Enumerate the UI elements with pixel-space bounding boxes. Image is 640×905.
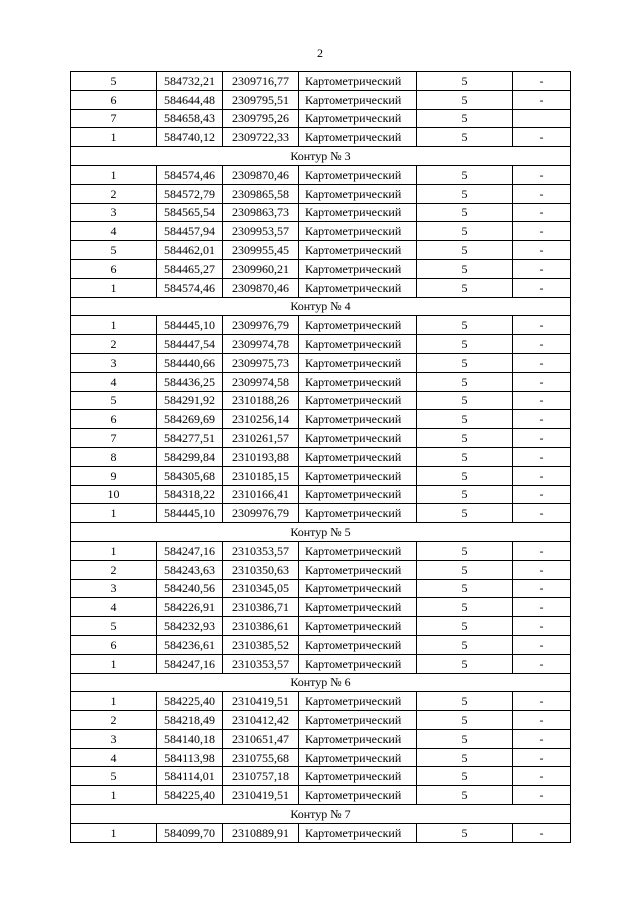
x-coordinate-cell: 584240,56 [157,579,223,598]
point-number-cell: 4 [71,372,157,391]
point-number-cell: 4 [71,748,157,767]
description-cell: - [513,316,571,335]
table-row [71,222,571,241]
description-cell: - [513,560,571,579]
x-coordinate-cell: 584574,46 [157,165,223,184]
accuracy-cell: 5 [417,598,513,617]
description-cell: - [513,767,571,786]
table-row [71,447,571,466]
x-coordinate-cell: 584243,63 [157,560,223,579]
y-coordinate-cell: 2309976,79 [223,504,299,523]
x-coordinate-cell: 584740,12 [157,128,223,147]
x-coordinate-cell: 584465,27 [157,259,223,278]
y-coordinate-cell: 2310353,57 [223,541,299,560]
contour-header-row [71,523,571,542]
method-cell: Картометрический [299,429,417,448]
x-coordinate-cell: 584644,48 [157,90,223,109]
description-cell: - [513,654,571,673]
method-cell: Картометрический [299,654,417,673]
accuracy-cell: 5 [417,72,513,91]
x-coordinate-cell: 584462,01 [157,241,223,260]
x-coordinate-cell: 584572,79 [157,184,223,203]
point-number-cell: 2 [71,711,157,730]
table-row [71,391,571,410]
description-cell: - [513,504,571,523]
description-cell: - [513,241,571,260]
method-cell: Картометрический [299,222,417,241]
point-number-cell: 3 [71,729,157,748]
method-cell: Картометрический [299,711,417,730]
description-cell: - [513,748,571,767]
accuracy-cell: 5 [417,241,513,260]
method-cell: Картометрический [299,109,417,128]
y-coordinate-cell: 2310386,61 [223,617,299,636]
point-number-cell: 4 [71,598,157,617]
accuracy-cell: 5 [417,823,513,842]
x-coordinate-cell: 584445,10 [157,316,223,335]
table-row [71,767,571,786]
description-cell: - [513,259,571,278]
point-number-cell: 6 [71,410,157,429]
x-coordinate-cell: 584658,43 [157,109,223,128]
description-cell: - [513,165,571,184]
x-coordinate-cell: 584236,61 [157,635,223,654]
method-cell: Картометрический [299,353,417,372]
accuracy-cell: 5 [417,259,513,278]
description-cell: - [513,635,571,654]
description-cell: - [513,711,571,730]
description-cell: - [513,391,571,410]
description-cell: - [513,335,571,354]
description-cell: - [513,617,571,636]
accuracy-cell: 5 [417,184,513,203]
point-number-cell: 2 [71,335,157,354]
description-cell: - [513,823,571,842]
x-coordinate-cell: 584574,46 [157,278,223,297]
accuracy-cell: 5 [417,617,513,636]
table-row [71,165,571,184]
point-number-cell: 5 [71,617,157,636]
table-row [71,485,571,504]
y-coordinate-cell: 2309870,46 [223,165,299,184]
x-coordinate-cell: 584226,91 [157,598,223,617]
contour-label: Контур № 7 [71,805,571,824]
y-coordinate-cell: 2309722,33 [223,128,299,147]
description-cell: - [513,203,571,222]
y-coordinate-cell: 2310419,51 [223,692,299,711]
table-row [71,617,571,636]
x-coordinate-cell: 584225,40 [157,786,223,805]
accuracy-cell: 5 [417,692,513,711]
method-cell: Картометрический [299,372,417,391]
point-number-cell: 1 [71,654,157,673]
point-number-cell: 1 [71,786,157,805]
method-cell: Картометрический [299,278,417,297]
table-row [71,203,571,222]
table-row [71,429,571,448]
x-coordinate-cell: 584440,66 [157,353,223,372]
method-cell: Картометрический [299,391,417,410]
accuracy-cell: 5 [417,748,513,767]
accuracy-cell: 5 [417,203,513,222]
method-cell: Картометрический [299,90,417,109]
table-row [71,654,571,673]
description-cell: - [513,579,571,598]
y-coordinate-cell: 2309976,79 [223,316,299,335]
point-number-cell: 1 [71,128,157,147]
method-cell: Картометрический [299,335,417,354]
point-number-cell: 5 [71,767,157,786]
point-number-cell: 1 [71,278,157,297]
y-coordinate-cell: 2309960,21 [223,259,299,278]
accuracy-cell: 5 [417,729,513,748]
y-coordinate-cell: 2310651,47 [223,729,299,748]
contour-header-row [71,673,571,692]
method-cell: Картометрический [299,767,417,786]
coordinates-table [70,71,571,843]
y-coordinate-cell: 2309716,77 [223,72,299,91]
point-number-cell: 1 [71,823,157,842]
x-coordinate-cell: 584225,40 [157,692,223,711]
table-row [71,466,571,485]
x-coordinate-cell: 584318,22 [157,485,223,504]
description-cell: - [513,598,571,617]
y-coordinate-cell: 2310188,26 [223,391,299,410]
contour-header-row [71,805,571,824]
contour-label: Контур № 6 [71,673,571,692]
x-coordinate-cell: 584269,69 [157,410,223,429]
contour-label: Контур № 4 [71,297,571,316]
x-coordinate-cell: 584218,49 [157,711,223,730]
point-number-cell: 5 [71,241,157,260]
point-number-cell: 1 [71,541,157,560]
x-coordinate-cell: 584247,16 [157,654,223,673]
y-coordinate-cell: 2310193,88 [223,447,299,466]
y-coordinate-cell: 2310350,63 [223,560,299,579]
method-cell: Картометрический [299,184,417,203]
method-cell: Картометрический [299,823,417,842]
coordinates-table-body [71,72,571,843]
description-cell: - [513,278,571,297]
method-cell: Картометрический [299,485,417,504]
contour-label: Контур № 5 [71,523,571,542]
description-cell: - [513,786,571,805]
point-number-cell: 1 [71,165,157,184]
y-coordinate-cell: 2309795,26 [223,109,299,128]
description-cell: - [513,72,571,91]
x-coordinate-cell: 584436,25 [157,372,223,391]
x-coordinate-cell: 584291,92 [157,391,223,410]
description-cell: - [513,729,571,748]
table-row [71,372,571,391]
y-coordinate-cell: 2310185,15 [223,466,299,485]
x-coordinate-cell: 584232,93 [157,617,223,636]
method-cell: Картометрический [299,692,417,711]
y-coordinate-cell: 2310755,68 [223,748,299,767]
accuracy-cell: 5 [417,635,513,654]
y-coordinate-cell: 2310256,14 [223,410,299,429]
description-cell: - [513,184,571,203]
y-coordinate-cell: 2310412,42 [223,711,299,730]
table-row [71,504,571,523]
point-number-cell: 7 [71,429,157,448]
y-coordinate-cell: 2309955,45 [223,241,299,260]
description-cell: - [513,222,571,241]
x-coordinate-cell: 584447,54 [157,335,223,354]
y-coordinate-cell: 2310166,41 [223,485,299,504]
method-cell: Картометрический [299,241,417,260]
x-coordinate-cell: 584445,10 [157,504,223,523]
point-number-cell: 6 [71,90,157,109]
y-coordinate-cell: 2309795,51 [223,90,299,109]
point-number-cell: 4 [71,222,157,241]
accuracy-cell: 5 [417,391,513,410]
table-row [71,316,571,335]
description-cell: - [513,447,571,466]
point-number-cell: 2 [71,184,157,203]
y-coordinate-cell: 2309870,46 [223,278,299,297]
table-row [71,541,571,560]
y-coordinate-cell: 2310385,52 [223,635,299,654]
table-row [71,560,571,579]
method-cell: Картометрический [299,748,417,767]
table-row [71,729,571,748]
x-coordinate-cell: 584565,54 [157,203,223,222]
point-number-cell: 3 [71,579,157,598]
x-coordinate-cell: 584113,98 [157,748,223,767]
accuracy-cell: 5 [417,447,513,466]
table-row [71,692,571,711]
table-row [71,184,571,203]
point-number-cell: 5 [71,72,157,91]
table-row [71,259,571,278]
method-cell: Картометрический [299,579,417,598]
x-coordinate-cell: 584457,94 [157,222,223,241]
table-row [71,128,571,147]
description-cell: - [513,429,571,448]
table-row [71,823,571,842]
method-cell: Картометрический [299,72,417,91]
y-coordinate-cell: 2310353,57 [223,654,299,673]
point-number-cell: 1 [71,504,157,523]
contour-header-row [71,297,571,316]
y-coordinate-cell: 2310261,57 [223,429,299,448]
point-number-cell: 9 [71,466,157,485]
accuracy-cell: 5 [417,410,513,429]
y-coordinate-cell: 2309974,78 [223,335,299,354]
point-number-cell: 1 [71,692,157,711]
y-coordinate-cell: 2309863,73 [223,203,299,222]
accuracy-cell: 5 [417,109,513,128]
accuracy-cell: 5 [417,90,513,109]
x-coordinate-cell: 584140,18 [157,729,223,748]
y-coordinate-cell: 2310386,71 [223,598,299,617]
x-coordinate-cell: 584247,16 [157,541,223,560]
description-cell: - [513,541,571,560]
accuracy-cell: 5 [417,485,513,504]
table-row [71,410,571,429]
table-row [71,635,571,654]
method-cell: Картометрический [299,259,417,278]
table-row [71,786,571,805]
method-cell: Картометрический [299,410,417,429]
method-cell: Картометрический [299,447,417,466]
table-row [71,579,571,598]
table-row [71,711,571,730]
x-coordinate-cell: 584732,21 [157,72,223,91]
x-coordinate-cell: 584305,68 [157,466,223,485]
y-coordinate-cell: 2310419,51 [223,786,299,805]
method-cell: Картометрический [299,560,417,579]
method-cell: Картометрический [299,203,417,222]
x-coordinate-cell: 584277,51 [157,429,223,448]
point-number-cell: 1 [71,316,157,335]
table-row [71,278,571,297]
accuracy-cell: 5 [417,560,513,579]
method-cell: Картометрический [299,466,417,485]
method-cell: Картометрический [299,786,417,805]
y-coordinate-cell: 2310889,91 [223,823,299,842]
accuracy-cell: 5 [417,165,513,184]
contour-header-row [71,147,571,166]
method-cell: Картометрический [299,541,417,560]
accuracy-cell: 5 [417,429,513,448]
point-number-cell: 6 [71,259,157,278]
table-row [71,353,571,372]
point-number-cell: 2 [71,560,157,579]
point-number-cell: 3 [71,353,157,372]
x-coordinate-cell: 584114,01 [157,767,223,786]
accuracy-cell: 5 [417,335,513,354]
contour-label: Контур № 3 [71,147,571,166]
point-number-cell: 8 [71,447,157,466]
point-number-cell: 3 [71,203,157,222]
description-cell: - [513,353,571,372]
method-cell: Картометрический [299,504,417,523]
accuracy-cell: 5 [417,466,513,485]
accuracy-cell: 5 [417,654,513,673]
accuracy-cell: 5 [417,316,513,335]
method-cell: Картометрический [299,598,417,617]
y-coordinate-cell: 2309974,58 [223,372,299,391]
point-number-cell: 6 [71,635,157,654]
accuracy-cell: 5 [417,541,513,560]
accuracy-cell: 5 [417,786,513,805]
method-cell: Картометрический [299,635,417,654]
description-cell: - [513,692,571,711]
method-cell: Картометрический [299,165,417,184]
accuracy-cell: 5 [417,579,513,598]
accuracy-cell: 5 [417,767,513,786]
accuracy-cell: 5 [417,128,513,147]
table-row [71,72,571,91]
y-coordinate-cell: 2310757,18 [223,767,299,786]
point-number-cell: 7 [71,109,157,128]
x-coordinate-cell: 584099,70 [157,823,223,842]
accuracy-cell: 5 [417,504,513,523]
description-cell: - [513,410,571,429]
y-coordinate-cell: 2310345,05 [223,579,299,598]
method-cell: Картометрический [299,316,417,335]
method-cell: Картометрический [299,128,417,147]
description-cell: - [513,466,571,485]
table-row [71,748,571,767]
table-row [71,109,571,128]
table-row [71,598,571,617]
y-coordinate-cell: 2309953,57 [223,222,299,241]
accuracy-cell: 5 [417,278,513,297]
table-row [71,241,571,260]
description-cell: - [513,90,571,109]
description-cell: - [513,128,571,147]
accuracy-cell: 5 [417,372,513,391]
accuracy-cell: 5 [417,353,513,372]
table-row [71,90,571,109]
point-number-cell: 10 [71,485,157,504]
y-coordinate-cell: 2309975,73 [223,353,299,372]
y-coordinate-cell: 2309865,58 [223,184,299,203]
accuracy-cell: 5 [417,711,513,730]
description-cell: - [513,485,571,504]
accuracy-cell: 5 [417,222,513,241]
description-cell: - [513,372,571,391]
method-cell: Картометрический [299,617,417,636]
x-coordinate-cell: 584299,84 [157,447,223,466]
page-number: 2 [317,46,323,60]
description-cell [513,109,571,128]
point-number-cell: 5 [71,391,157,410]
method-cell: Картометрический [299,729,417,748]
table-row [71,335,571,354]
